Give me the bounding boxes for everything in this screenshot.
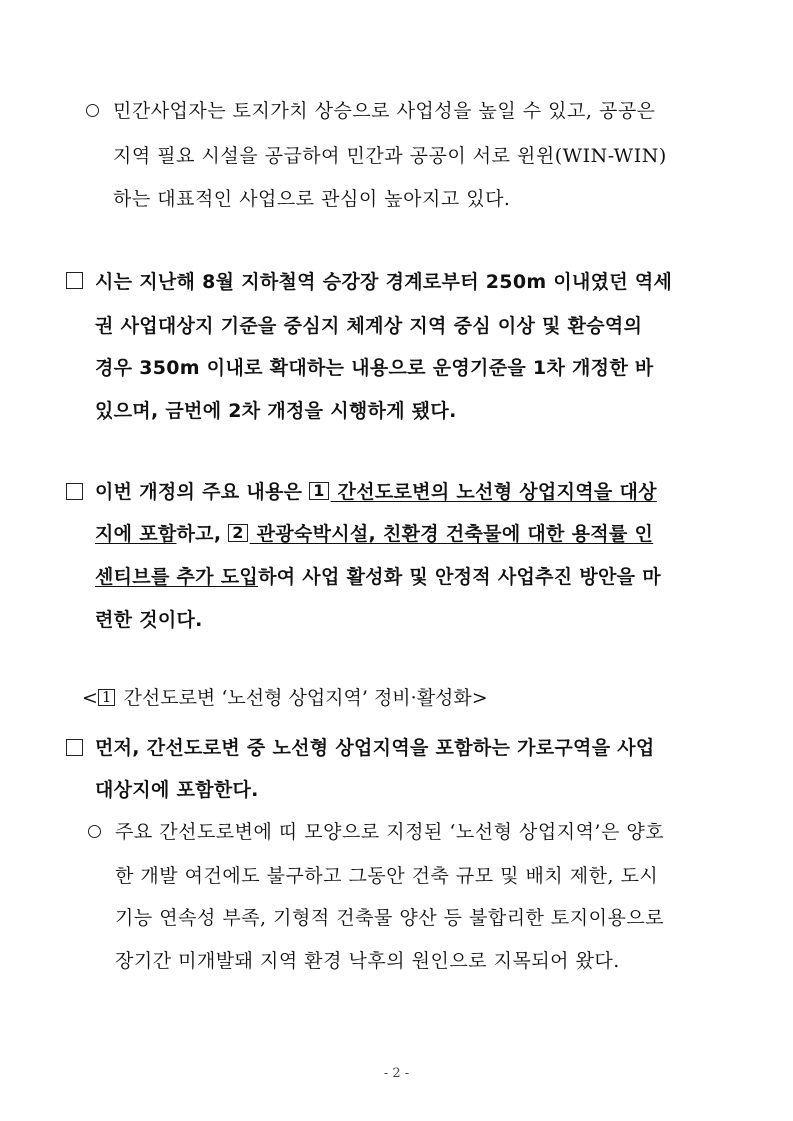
text-segment: 하고, [176,523,229,545]
square-bullet-icon [66,483,83,500]
paragraph-line: 시는 지난해 8월 지하철역 승강장 경계로부터 250m 이내였던 역세 [95,271,673,293]
underlined-text [228,523,653,545]
section-subheading [82,683,488,710]
square-bullet-icon [66,739,83,756]
square-bullet-icon [66,272,83,289]
paragraph-line: 주요 간선도로변에 띠 모양으로 지정된 ‘노선형 상업지역’은 양호 [115,821,665,843]
paragraph-line: 장기간 미개발돼 지역 환경 낙후의 원인으로 지목되어 왔다. [115,950,620,972]
paragraph-line: 있으며, 금번에 2차 개정을 시행하게 됐다. [95,400,457,422]
text-segment: 관광숙박시설, 친환경 건축물에 대한 용적률 인 [249,523,654,545]
paragraph-line: 련한 것이다. [95,609,203,631]
paragraph-line: 권 사업대상지 기준을 중심지 체계상 지역 중심 이상 및 환승역의 [95,315,643,337]
boxed-number-1: 1 [98,689,116,706]
text-segment: 하여 사업 활성화 및 안정적 사업추진 방안을 마 [258,566,661,588]
underlined-text [309,481,657,503]
circle-bullet-icon [88,825,101,838]
subheading-bracket: < [82,687,98,709]
paragraph-line: 민간사업자는 토지가치 상승으로 사업성을 높일 수 있고, 공공은 [113,100,656,122]
paragraph-line [95,477,657,504]
paragraph-line: 먼저, 간선도로변 중 노선형 상업지역을 포함하는 가로구역을 사업 [95,737,655,759]
paragraph-line [95,562,661,589]
boxed-number-2: 2 [228,524,247,542]
text-segment: 이번 개정의 주요 내용은 [95,481,310,503]
paragraph-line: 지역 필요 시설을 공급하여 민간과 공공이 서로 윈윈(WIN-WIN) [113,145,667,167]
circle-bullet-icon [86,104,99,117]
paragraph-line: 경우 350m 이내로 확대하는 내용으로 운영기준을 1차 개정한 바 [95,357,654,379]
paragraph-line: 하는 대표적인 사업으로 관심이 높아지고 있다. [113,188,511,210]
underlined-text: 센티브를 추가 도입 [95,566,259,588]
paragraph-line: 대상지에 포함한다. [95,779,259,801]
underlined-text: 지에 포함 [95,523,177,545]
subheading-text: 간선도로변 ‘노선형 상업지역’ 정비·활성화> [117,687,488,709]
text-segment: 간선도로변의 노선형 상업지역을 대상 [330,481,657,503]
boxed-number-1: 1 [309,482,328,500]
paragraph-line [95,519,653,546]
page-number: - 2 - [383,1066,410,1081]
paragraph-line: 기능 연속성 부족, 기형적 건축물 양산 등 불합리한 토지이용으로 [115,907,665,929]
paragraph-line: 한 개발 여건에도 불구하고 그동안 건축 규모 및 배치 제한, 도시 [115,865,659,887]
